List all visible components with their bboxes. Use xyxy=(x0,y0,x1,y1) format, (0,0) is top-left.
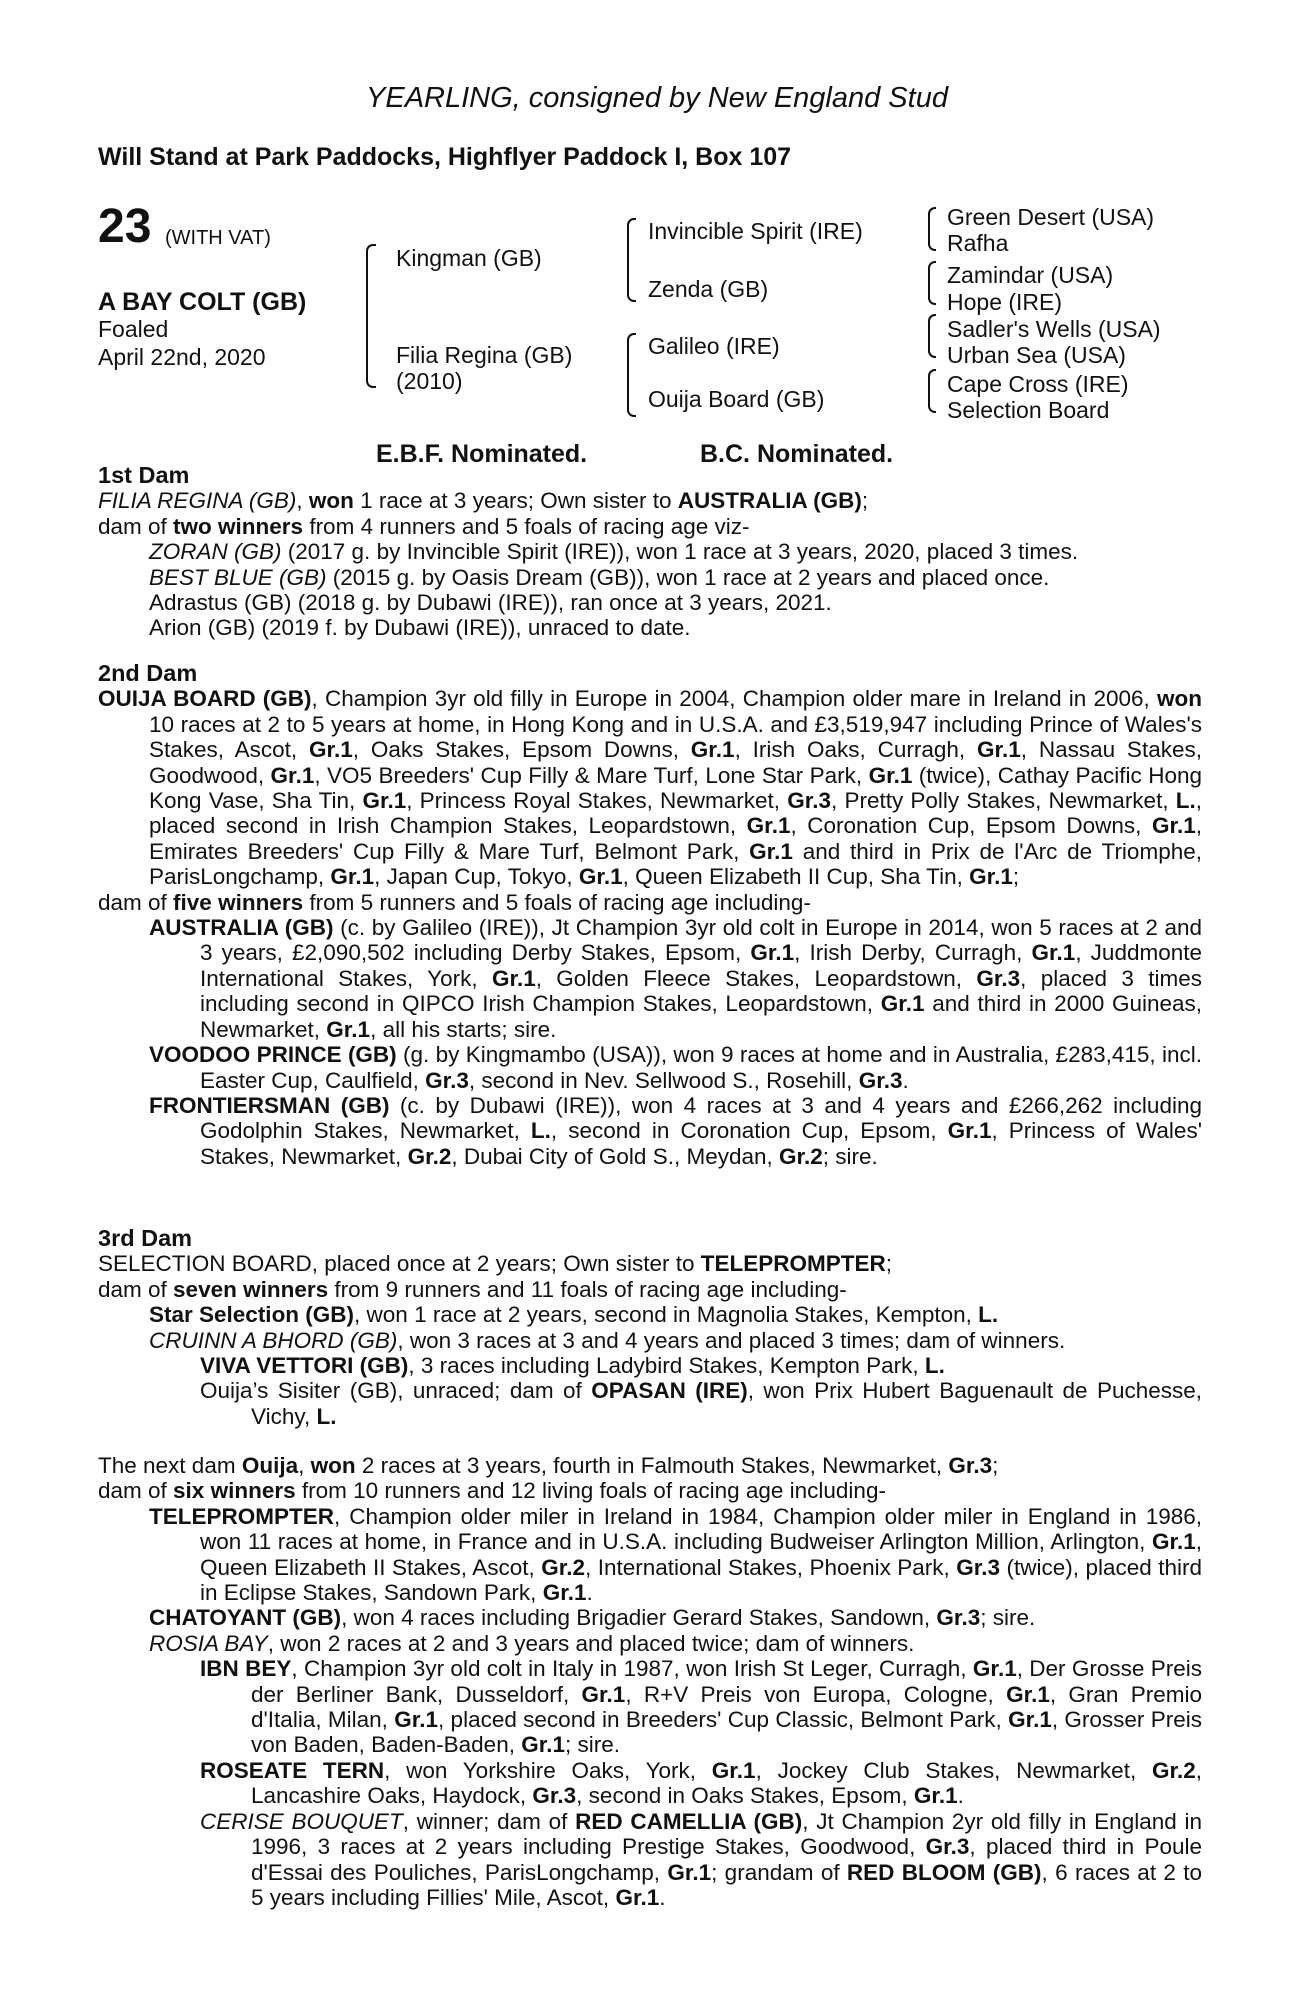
pedigree-dam-sire: Galileo (IRE) xyxy=(648,333,780,359)
produce-zoran: ZORAN (GB) (2017 g. by Invincible Spirit (IRE)), won 1 race at 3 years, 2020, placed 3 times. xyxy=(149,539,1079,565)
second-dam-line: OUIJA BOARD (GB), Champion 3yr old filly in Europe in 2004, Champion older mare in Ireland in 2006, won 10 races at 2 to 5 years at home, in Hong Kong and in U.S.A. and £3,519,947 including Prince of Wales's Stakes, Ascot, Gr.1, Oaks Stakes, Epsom Downs, Gr.1, Irish Oaks, Curragh, Gr.1, Nassau Stakes, Goodwood, Gr.1, VO5 Breeders' Cup Filly & Mare Turf, Lone Star Park, Gr.1 (twice), Cathay Pacific Hong Kong Vase, Sha Tin, Gr.1, Princess Royal Stakes, Newmarket, Gr.3, Pretty Polly Stakes, Newmarket, L., placed second in Irish Champion Stakes, Leopardstown, Gr.1, Coronation Cup, Epsom Downs, Gr.1, Emirates Breeders' Cup Filly & Mare Turf, Belmont Park, Gr.1 and third in Prix de l'Arc de Triomphe, ParisLongchamp, Gr.1, Japan Cup, Tokyo, Gr.1, Queen Elizabeth II Cup, Sha Tin, Gr.1; xyxy=(98,686,1203,890)
first-dam-heading: 1st Dam xyxy=(98,462,190,488)
third-dam-heading: 3rd Dam xyxy=(98,1225,193,1251)
first-dam-name: FILIA REGINA (GB) xyxy=(98,488,297,514)
page-title: YEARLING, consigned by New England Stud xyxy=(366,82,948,114)
produce-best-blue: BEST BLUE (GB) (2015 g. by Oasis Dream (GB)), won 1 race at 2 years and placed once. xyxy=(149,564,1050,590)
produce-arion: Arion (GB) (2019 f. by Dubawi (IRE)), unraced to date. xyxy=(149,615,691,641)
pedigree-dam-year: (2010) xyxy=(396,368,463,394)
foaled-date: April 22nd, 2020 xyxy=(98,344,266,370)
produce-adrastus: Adrastus (GB) (2018 g. by Dubawi (IRE)), ran once at 3 years, 2021. xyxy=(149,590,832,616)
first-dam-line: FILIA REGINA (GB), won 1 race at 3 years; Own sister to AUSTRALIA (GB); xyxy=(98,488,869,514)
pedigree-gen3-3: Zamindar (USA) xyxy=(947,262,1114,288)
produce-star-selection: Star Selection (GB), won 1 race at 2 years, second in Magnolia Stakes, Kempton, L. xyxy=(149,1302,999,1328)
pedigree-gen3-1: Green Desert (USA) xyxy=(947,204,1155,230)
pedigree-dam-name: Filia Regina (GB) xyxy=(396,342,573,368)
first-dam-produce-summary: dam of two winners from 4 runners and 5 foals of racing age viz- xyxy=(98,513,750,539)
second-dam-name: OUIJA BOARD (GB) xyxy=(98,686,312,712)
third-dam-produce-summary: dam of seven winners from 9 runners and 11 foals of racing age including- xyxy=(98,1276,847,1302)
vat-note: (WITH VAT) xyxy=(165,227,271,249)
pedigree-sire: Kingman (GB) xyxy=(396,245,542,271)
pedigree-gen3-5: Sadler's Wells (USA) xyxy=(947,316,1161,342)
pedigree-gen3-4: Hope (IRE) xyxy=(947,289,1063,315)
produce-chatoyant: CHATOYANT (GB), won 4 races including Brigadier Gerard Stakes, Sandown, Gr.3; sire. xyxy=(149,1605,1036,1631)
produce-roseate-tern: ROSEATE TERN, won Yorkshire Oaks, York, Gr.1, Jockey Club Stakes, Newmarket, Gr.2, Lancashire Oaks, Haydock, Gr.3, second in Oaks Stakes, Epsom, Gr.1. xyxy=(200,1757,1202,1809)
pedigree-brace-g3-2 xyxy=(928,261,936,305)
foaled-info xyxy=(98,315,266,371)
bc-nomination: B.C. Nominated. xyxy=(700,440,894,468)
produce-ouijas-sister: Ouija’s Sisiter (GB), unraced; dam of OPASAN (IRE), won Prix Hubert Baguenault de Puchesse, Vichy, L. xyxy=(200,1378,1203,1429)
next-dam-produce-summary: dam of six winners from 10 runners and 12 living foals of racing age including- xyxy=(98,1478,886,1504)
next-dam-line: The next dam Ouija, won 2 races at 3 years, fourth in Falmouth Stakes, Newmarket, Gr.3; xyxy=(98,1453,999,1478)
third-dam-line: SELECTION BOARD, placed once at 2 years; Own sister to TELEPROMPTER; xyxy=(98,1251,893,1277)
second-dam-section xyxy=(98,661,1202,1169)
produce-cerise-bouquet: CERISE BOUQUET, winner; dam of RED CAMELLIA (GB), Jt Champion 2yr old filly in England in 1996, 3 races at 2 years including Prestige Stakes, Goodwood, Gr.3, placed third in Poule d'Essai des Pouliches, ParisLongchamp, Gr.1; grandam of RED BLOOM (GB), 6 races at 2 to 5 years including Fillies' Mile, Ascot, Gr.1. xyxy=(200,1808,1203,1910)
first-dam-section xyxy=(98,463,1202,641)
foaled-label: Foaled xyxy=(98,316,169,342)
ebf-nomination: E.B.F. Nominated. xyxy=(376,440,588,468)
lot-description: A BAY COLT (GB) xyxy=(98,288,307,316)
next-dam-section xyxy=(98,1453,1202,1910)
pedigree-gen3-2: Rafha xyxy=(947,230,1009,256)
produce-rosia-bay: ROSIA BAY, won 2 races at 2 and 3 years and placed twice; dam of winners. xyxy=(149,1630,915,1656)
produce-frontiersman: FRONTIERSMAN (GB) (c. by Dubawi (IRE)), won 4 races at 3 and 4 years and £266,262 including Godolphin Stakes, Newmarket, L., second in Coronation Cup, Epsom, Gr.1, Princess of Wales' Stakes, Newmarket, Gr.2, Dubai City of Gold S., Meydan, Gr.2; sire. xyxy=(149,1092,1202,1169)
pedigree-sire-sire: Invincible Spirit (IRE) xyxy=(648,218,863,244)
produce-voodoo-prince: VOODOO PRINCE (GB) (g. by Kingmambo (USA)), won 9 races at home and in Australia, £283,415, incl. Easter Cup, Caulfield, Gr.3, second in Nev. Sellwood S., Rosehill, Gr.3. xyxy=(149,1042,1203,1093)
pedigree-brace-g3-1 xyxy=(928,207,936,251)
produce-cruinn-a-bhord: CRUINN A BHORD (GB), won 3 races at 3 and 4 years and placed 3 times; dam of winners. xyxy=(149,1327,1066,1353)
second-dam-produce-summary: dam of five winners from 5 runners and 5 foals of racing age including- xyxy=(98,889,811,915)
stand-location: Will Stand at Park Paddocks, Highflyer Paddock I, Box 107 xyxy=(98,143,792,171)
pedigree-gen3-8: Selection Board xyxy=(947,397,1110,423)
pedigree-sire-dam: Zenda (GB) xyxy=(648,276,769,302)
third-dam-section xyxy=(98,1226,1202,1429)
pedigree-brace-sire xyxy=(627,218,636,302)
pedigree-brace-g3-3 xyxy=(928,314,936,358)
produce-teleprompter: TELEPROMPTER, Champion older miler in Ireland in 1984, Champion older miler in England in 1986, won 11 races at home, in France and in U.S.A. including Budweiser Arlington Million, Arlington, Gr.1, Queen Elizabeth II Stakes, Ascot, Gr.2, International Stakes, Phoenix Park, Gr.3 (twice), placed third in Eclipse Stakes, Sandown Park, Gr.1. xyxy=(149,1503,1202,1606)
produce-australia: AUSTRALIA (GB) (c. by Galileo (IRE)), Jt Champion 3yr old colt in Europe in 2014, won 5 races at 2 and 3 years, £2,090,502 including Derby Stakes, Epsom, Gr.1, Irish Derby, Curragh, Gr.1, Juddmonte International Stakes, York, Gr.1, Golden Fleece Stakes, Leopardstown, Gr.3, placed 3 times including second in QIPCO Irish Champion Stakes, Leopardstown, Gr.1 and third in 2000 Guineas, Newmarket, Gr.1, all his starts; sire. xyxy=(149,915,1203,1042)
pedigree-brace-main xyxy=(366,244,376,388)
pedigree-dam xyxy=(396,342,572,394)
pedigree-gen3-6: Urban Sea (USA) xyxy=(947,342,1126,368)
second-dam-heading: 2nd Dam xyxy=(98,660,198,686)
lot-number: 23 xyxy=(98,200,152,253)
produce-ibn-bey: IBN BEY, Champion 3yr old colt in Italy in 1987, won Irish St Leger, Curragh, Gr.1, Der Grosse Preis der Berliner Bank, Dusseldorf, Gr.1, R+V Preis von Europa, Cologne, Gr.1, Gran Premio d'Italia, Milan, Gr.1, placed second in Breeders' Cup Classic, Belmont Park, Gr.1, Grosser Preis von Baden, Baden-Baden, Gr.1; sire. xyxy=(200,1656,1203,1758)
pedigree-dam-dam: Ouija Board (GB) xyxy=(648,386,825,412)
pedigree-brace-g3-4 xyxy=(928,369,936,413)
pedigree-brace-dam xyxy=(627,333,636,417)
pedigree-gen3-7: Cape Cross (IRE) xyxy=(947,371,1129,397)
produce-viva-vettori: VIVA VETTORI (GB), 3 races including Ladybird Stakes, Kempton Park, L. xyxy=(200,1353,945,1379)
